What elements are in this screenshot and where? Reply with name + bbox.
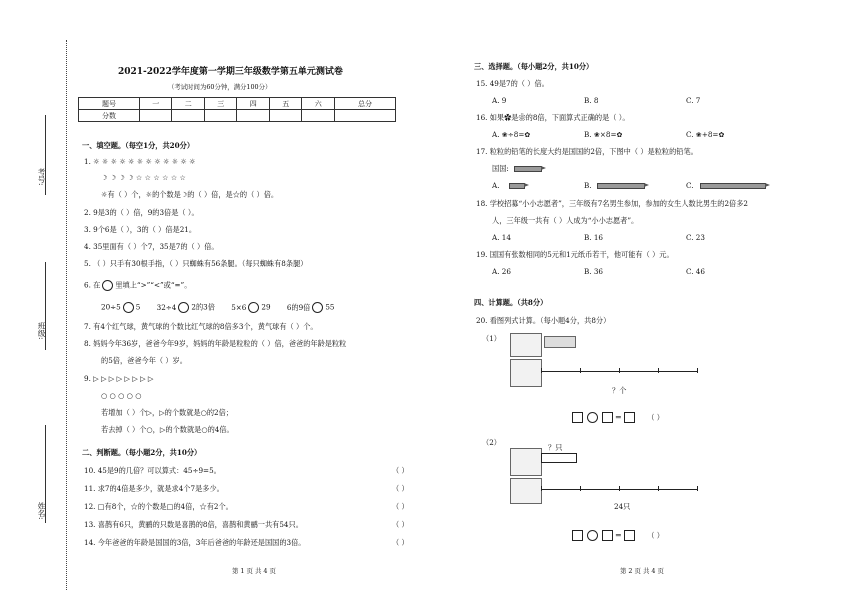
p2-small-bar (541, 453, 577, 463)
tick (580, 486, 581, 491)
judge-answer-paren[interactable]: （ ） (392, 502, 409, 511)
p2-total-label: 24只 (614, 502, 631, 511)
q9-circles: ○ ○ ○ ○ ○ (101, 391, 142, 400)
judge-answer-paren[interactable]: （ ） (392, 520, 409, 529)
q6-expr: 5×6 (231, 302, 247, 312)
score-cell: 二 (172, 98, 205, 110)
name-field[interactable] (45, 425, 46, 523)
tick (541, 368, 542, 373)
q9-text-line2: 若去掉（ ）个○，▷的个数就是○的4倍。 (101, 425, 234, 434)
page-footer-left: 第 1 页 共 4 页 (232, 567, 276, 575)
equation-box[interactable] (602, 530, 613, 541)
exam-no-label: 考号: (37, 168, 46, 186)
option-c[interactable]: C. 46 (686, 267, 705, 276)
q19-text: 19. 国国有张数相同的5元和1元纸币若干，他可能有（ ）元。 (476, 250, 674, 259)
section-2-heading: 二、判断题。（每小题2分，共10分） (82, 448, 202, 457)
tick (658, 368, 659, 373)
option-c[interactable]: C. 7 (686, 96, 701, 105)
q1-suns: 1. ☼ ☼ ☼ ☼ ☼ ☼ ☼ ☼ ☼ ☼ ☼ ☼ (84, 157, 196, 166)
score-input-cell[interactable] (139, 110, 172, 122)
q4-text: 4. 35里面有（ ）个7，35是7的（ ）倍。 (84, 242, 219, 251)
equation-operator-circle[interactable] (587, 412, 598, 423)
p2-label: （2） (482, 438, 501, 447)
q6-suffix: 里填上“>”“<”或“=”。 (115, 280, 192, 290)
equation-box[interactable] (624, 412, 635, 423)
q3-text: 3. 9个6是（ ），3的（ ）倍是21。 (84, 225, 197, 234)
judge-answer-paren[interactable]: （ ） (392, 466, 409, 475)
score-cell: 四 (237, 98, 270, 110)
p1-question-label: ？个 (612, 386, 627, 395)
judge-q14: 14. 今年爸爸的年龄是国国的3倍，3年后爸爸的年龄还是国国的3倍。 (84, 538, 306, 547)
judge-answer-paren[interactable]: （ ） (392, 538, 409, 547)
pencil-box-icon (510, 333, 542, 357)
q1-moons-stars: ☽ ☽ ☽ ☽ ☆ ☆ ☆ ☆ ☆ ☆ (101, 173, 186, 182)
q2-text: 2. 9是3的（ ）倍，9的3倍是（ ）。 (84, 208, 199, 217)
unit-paren[interactable]: （ ） (647, 530, 664, 540)
score-table-header-row (79, 98, 396, 110)
option-b[interactable]: B. 16 (584, 233, 603, 242)
option-a[interactable]: A. (492, 181, 500, 190)
judge-q10: 10. 45是9的几倍？可以算式：45÷9=5。 (84, 466, 221, 475)
q1-text: ☼有（ ）个，☼的个数是☽的（ ）倍，是☆的（ ）倍。 (101, 190, 279, 199)
score-input-cell[interactable] (172, 110, 205, 122)
option-a[interactable]: A. 9 (492, 96, 507, 105)
tick (697, 368, 698, 373)
circle-blank-icon (102, 280, 113, 291)
p1-label: （1） (482, 334, 501, 343)
section-3-heading: 三、选择题。（每小题2分，共10分） (474, 62, 594, 71)
option-b[interactable]: B. ❀×8=✿ (584, 130, 623, 139)
tick (619, 368, 620, 373)
score-table (78, 97, 396, 122)
score-cell: 一 (139, 98, 172, 110)
tick (619, 486, 620, 491)
option-c[interactable]: C. 23 (686, 233, 705, 242)
pencil-guoguo-icon (514, 166, 542, 172)
score-cell: 分数 (79, 110, 140, 122)
judge-q11: 11. 求7的4倍是多少，就是求4个7是多少。 (84, 484, 224, 493)
compare-circle[interactable] (248, 302, 259, 313)
judge-q13: 13. 喜鹊有6只，黄鹂的只数是喜鹊的8倍，喜鹊和黄鹂一共有54只。 (84, 520, 303, 529)
compare-circle[interactable] (178, 302, 189, 313)
q18-text-line1: 18. 学校招募“小小志愿者”，三年级有7名男生参加，参加的女生人数比男生的2倍多2 (476, 199, 748, 208)
p2-question-label: ？只 (548, 443, 563, 452)
score-input-cell[interactable] (204, 110, 237, 122)
q6-expr: 20÷5 (101, 302, 121, 312)
pencil-c-icon (700, 183, 766, 189)
compare-circle[interactable] (123, 302, 134, 313)
q8-text-line1: 8. 妈妈今年36岁，爸爸今年9岁，妈妈的年龄是粒粒的（ ）倍，爸爸的年龄是粒粒 (84, 339, 347, 348)
score-cell: 题号 (79, 98, 140, 110)
binding-line (66, 40, 67, 590)
p1-equation: = （ ） (570, 412, 664, 423)
score-input-cell[interactable] (269, 110, 302, 122)
page-footer-right: 第 2 页 共 4 页 (620, 567, 664, 575)
p2-equation: = （ ） (570, 530, 664, 541)
compare-circle[interactable] (312, 302, 323, 313)
section-4-heading: 四、计算题。（共8分） (474, 298, 548, 307)
q9-text-line1: 若增加（ ）个▷，▷的个数就是○的2倍； (101, 408, 233, 417)
bread-tray-icon (544, 336, 576, 348)
q17-guoguo-label: 国国: (492, 164, 509, 173)
option-a[interactable]: A. 14 (492, 233, 511, 242)
ladybug-icon (510, 448, 542, 476)
unit-paren[interactable]: （ ） (647, 412, 664, 422)
q6-expr: 2的3倍 (191, 302, 215, 312)
equation-operator-circle[interactable] (587, 530, 598, 541)
exam-no-field[interactable] (45, 115, 46, 195)
option-c[interactable]: C. ❀+8=✿ (686, 130, 725, 139)
tick (541, 486, 542, 491)
q6-expr: 6的9倍 (286, 302, 311, 312)
tick (580, 368, 581, 373)
name-label: 姓名: (37, 502, 46, 520)
q20-text: 20. 看图列式计算。（每小题4分，共8分） (476, 316, 611, 325)
option-b[interactable]: B. (584, 181, 592, 190)
q6-expr: 55 (325, 302, 335, 312)
score-cell: 三 (204, 98, 237, 110)
exam-subtitle: （考试时间为60分钟，满分100分） (168, 83, 272, 91)
equation-box[interactable] (624, 530, 635, 541)
score-table-score-row (79, 110, 396, 122)
q8-text-line2: 的5倍，爸爸今年（ ）岁。 (101, 356, 187, 365)
pencil-a-icon (509, 183, 525, 189)
tick (658, 486, 659, 491)
option-b[interactable]: B. 8 (584, 96, 599, 105)
exam-title: 2021-2022学年度第一学期三年级数学第五单元测试卷 (118, 67, 343, 77)
q18-text-line2: 人，三年级一共有（ ）人成为“小小志愿者”。 (492, 216, 639, 225)
q7-text: 7. 有4个红气球，黄气球的个数比红气球的8倍多3个，黄气球有（ ）个。 (84, 322, 318, 331)
pencil-b-icon (597, 183, 645, 189)
score-cell: 五 (269, 98, 302, 110)
q6-expr: 32÷4 (156, 302, 177, 312)
score-input-cell[interactable] (302, 110, 335, 122)
q5-text: 5. （ ）只手有30根手指，（ ）只蜘蛛有56条腿。（每只蜘蛛有8条腿） (84, 259, 308, 268)
q6-text (84, 280, 191, 291)
butterfly-icon (510, 478, 542, 504)
q6-expr: 5 (135, 302, 141, 312)
q17-text: 17. 粒粒的铅笔的长度大约是国国的2倍，下图中（ ）是粒粒的铅笔。 (476, 147, 698, 156)
option-a[interactable]: A. ❀÷8=✿ (492, 130, 531, 139)
score-input-cell[interactable] (237, 110, 270, 122)
option-c[interactable]: C. (686, 181, 694, 190)
score-cell: 六 (302, 98, 335, 110)
option-b[interactable]: B. 36 (584, 267, 603, 276)
burger-icon (510, 359, 542, 387)
q15-text: 15. 49是7的（ ）倍。 (476, 79, 549, 88)
score-input-cell[interactable] (334, 110, 395, 122)
class-label: 班级: (37, 322, 46, 340)
equation-box[interactable] (572, 412, 583, 423)
q9-triangles: 9. ▷ ▷ ▷ ▷ ▷ ▷ ▷ ▷ (84, 374, 154, 383)
q6-expr: 29 (261, 302, 271, 312)
section-1-heading: 一、填空题。（每空1分，共20分） (82, 141, 195, 150)
option-a[interactable]: A. 26 (492, 267, 511, 276)
class-field[interactable] (45, 262, 46, 350)
judge-q12: 12. □有8个，☆的个数是□的4倍，☆有2个。 (84, 502, 233, 511)
score-cell: 总分 (334, 98, 395, 110)
q6-items (101, 302, 335, 313)
q6-prefix: 6. 在 (84, 280, 101, 290)
equation-box[interactable] (602, 412, 613, 423)
q16-text: 16. 如果✿是❀的8倍，下面算式正确的是（ ）。 (476, 113, 630, 122)
tick (697, 486, 698, 491)
equation-box[interactable] (572, 530, 583, 541)
judge-answer-paren[interactable]: （ ） (392, 484, 409, 493)
